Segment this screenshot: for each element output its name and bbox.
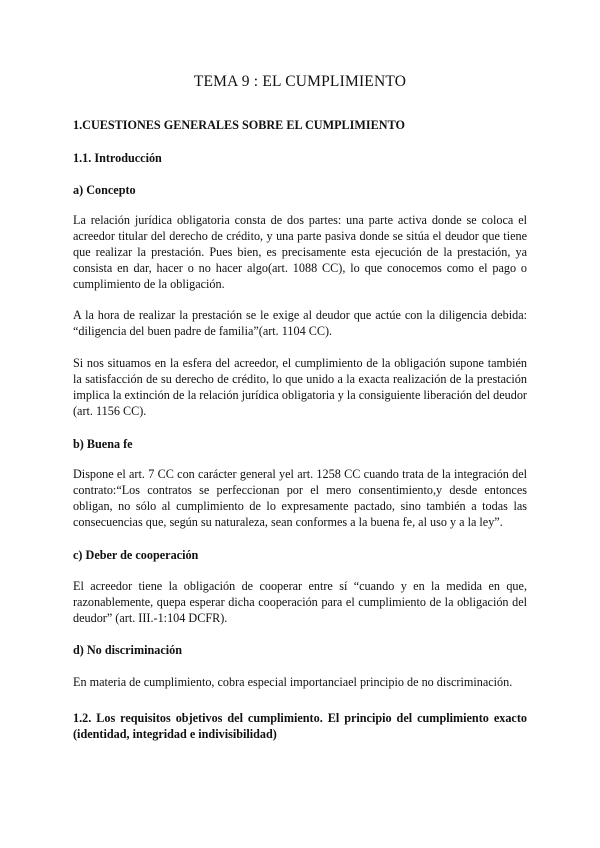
paragraph-acreedor: Si nos situamos en la esfera del acreedor, el cumplimiento de la obligación supone también la satisfacción de su derecho de crédito, lo que unido a la exacta realización de la prestación implica la extinción de la relación jurídica obligatoria y la consiguiente liberación del deudor (art. 1156 CC).: [73, 356, 527, 418]
section-heading-1-1: 1.1. Introducción: [73, 151, 162, 165]
subheading-buena-fe: b) Buena fe: [73, 437, 133, 451]
subheading-no-discriminacion: d) No discriminación: [73, 643, 183, 657]
section-heading-1: 1.CUESTIONES GENERALES SOBRE EL CUMPLIMIENTO: [73, 118, 405, 132]
paragraph-no-discriminacion: En materia de cumplimiento, cobra especial importanciael principio de no discriminación.: [73, 675, 513, 689]
subheading-cooperacion: c) Deber de cooperación: [73, 548, 199, 562]
paragraph-diligencia: A la hora de realizar la prestación se le exige al deudor que actúe con la diligencia debida: “diligencia del buen padre de familia”(art. 1104 CC).: [73, 308, 527, 338]
paragraph-cooperacion: El acreedor tiene la obligación de cooperar entre sí “cuando y en la medida en que, razonablemente, quepa esperar dicha cooperación para el cumplimiento de la obligación del deudor” (art. III.-1:104 DCFR).: [73, 579, 527, 625]
section-heading-1-2: 1.2. Los requisitos objetivos del cumplimiento. El principio del cumplimiento exacto (identidad, integridad e indivisibilidad): [73, 711, 527, 741]
subheading-concepto: a) Concepto: [73, 183, 136, 197]
document-title: TEMA 9 : EL CUMPLIMIENTO: [193, 73, 407, 90]
paragraph-buena-fe: Dispone el art. 7 CC con carácter general yel art. 1258 CC cuando trata de la integración del contrato:“Los contratos se perfeccionan por el mero consentimiento,y desde entonces obligan, no sólo al cumplimiento de lo expresamente pactado, sino también a todas las consecuencias que, según su naturaleza, sean conformes a la buena fe, al uso y a la ley”.: [73, 467, 527, 529]
paragraph-concepto: La relación jurídica obligatoria consta de dos partes: una parte activa donde se coloca el acreedor titular del derecho de crédito, y una parte pasiva donde se sitúa el deudor que tiene que realizar la prestación. Pues bien, es precisamente esta ejecución de la prestación, ya consista en dar, hacer o no hacer algo(art. 1088 CC), lo que conocemos como el pago o cumplimiento de la obligación.: [73, 213, 527, 291]
